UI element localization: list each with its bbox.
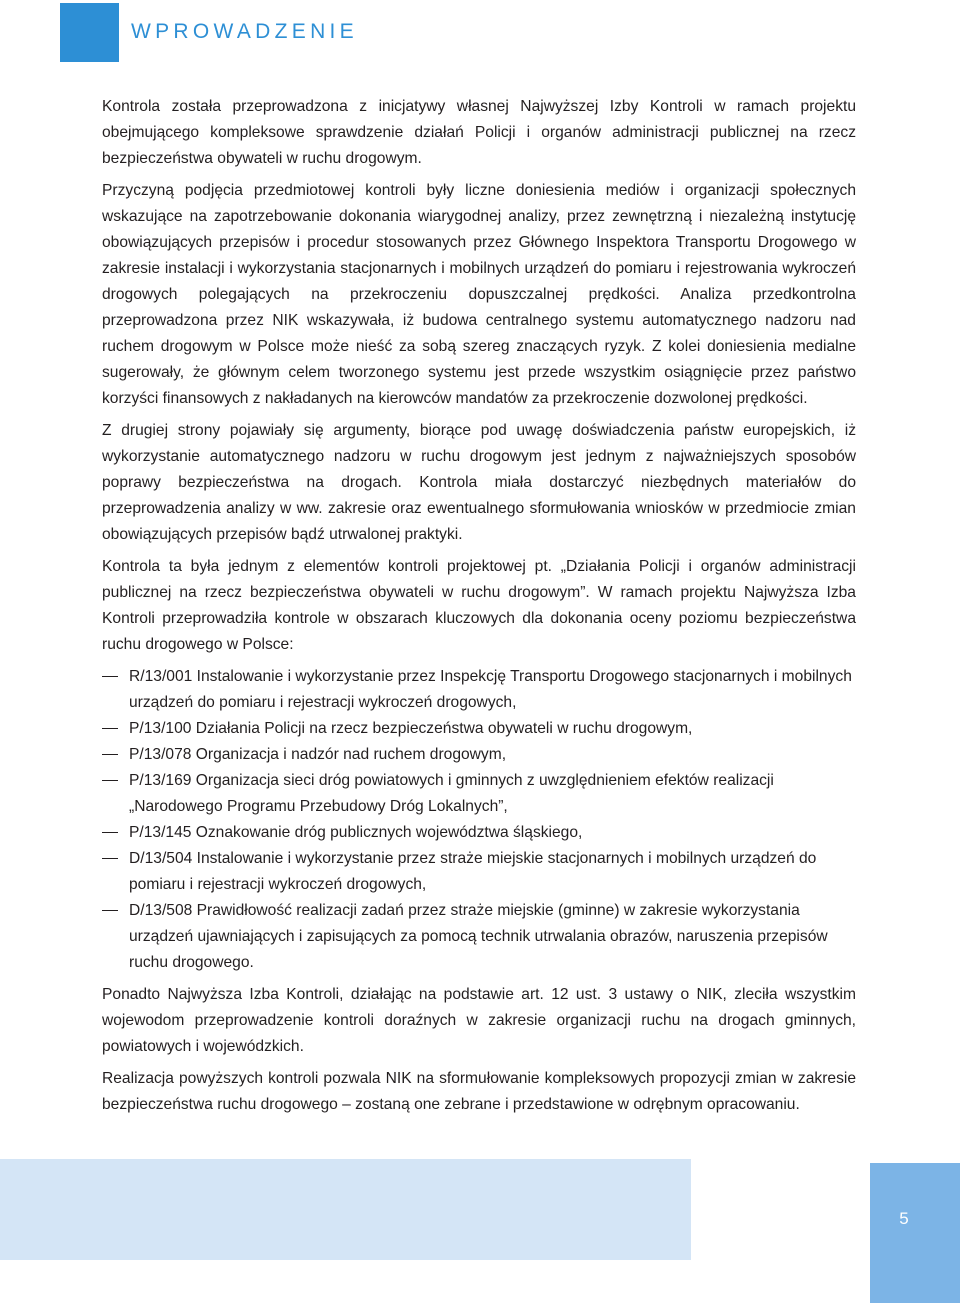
list-item-text: P/13/100 Działania Policji na rzecz bezpieczeństwa obywateli w ruchu drogowym, [129,720,693,737]
main-content [102,94,856,1124]
list-item [102,768,856,820]
list-item-text: P/13/169 Organizacja sieci dróg powiatowych i gminnych z uwzględnieniem efektów realizacji „Narodowego Programu Przebudowy Dróg Lokalnych”, [129,772,774,815]
list-item [102,898,856,976]
paragraph-project: Kontrola ta była jednym z elementów kontroli projektowej pt. „Działania Policji i organów administracji publicznej na rzecz bezpieczeństwa obywateli w ruchu drogowym”. W ramach projektu Najwyższa Izba Kontroli przeprowadziła kontrole w obszarach kluczowych dla dokonania oceny poziomu bezpieczeństwa ruchu drogowego w Polsce: [102,558,856,653]
dash-bullet [102,832,118,833]
list-item-text: P/13/078 Organizacja i nadzór nad ruchem drogowym, [129,746,507,763]
paragraph-intro: Kontrola została przeprowadzona z inicjatywy własnej Najwyższej Izby Kontroli w ramach projektu obejmującego kompleksowe sprawdzenie działań Policji i organów administracji publicznej na rzecz bezpieczeństwa obywateli w ruchu drogowym. [102,98,856,167]
list-item [102,716,856,742]
paragraph-additional-audits: Ponadto Najwyższa Izba Kontroli, działając na podstawie art. 12 ust. 3 ustawy o NIK, zleciła wszystkim wojewodom przeprowadzenie kontroli doraźnych w zakresie organizacji ruchu na drogach gminnych, powiatowych i wojewódzkich. [102,986,856,1055]
audit-list [102,664,856,976]
paragraph-reasons: Przyczyną podjęcia przedmiotowej kontroli były liczne doniesienia mediów i organizacji społecznych wskazujące na zapotrzebowanie dokonania wiarygodnej analizy, przez zewnętrzną i niezależną instytucję obowiązujących przepisów i procedur stosowanych przez Głównego Inspektora Transportu Drogowego w zakresie instalacji i wykorzystania stacjonarnych i mobilnych urządzeń do pomiaru i rejestrowania wykroczeń drogowych polegających na przekroczeniu dopuszczalnej prędkości. Analiza przedkontrolna przeprowadzona przez NIK wskazywała, iż budowa centralnego systemu automatycznego nadzoru nad ruchem drogowym w Polsce może nieść za sobą szereg znaczących ryzyk. Z kolei doniesienia medialne sugerowały, że głównym celem tworzonego systemu jest przede wszystkim osiągnięcie przez państwo korzyści finansowych z nakładanych na kierowców mandatów za przekroczenie dozwolonej prędkości. [102,182,856,407]
header-accent-block [60,3,119,62]
dash-bullet [102,676,118,677]
footer-band [0,1159,691,1260]
paragraph-arguments: Z drugiej strony pojawiały się argumenty, biorące pod uwagę doświadczenia państw europejskich, iż wykorzystanie automatycznego nadzoru w ruchu drogowym jest jednym z najważniejszych sposobów poprawy bezpieczeństwa na drogach. Kontrola miała dostarczyć niezbędnych materiałów do przeprowadzenia analizy w ww. zakresie oraz ewentualnego sformułowania wniosków w przedmiocie zmian obowiązujących przepisów bądź utrwalonej praktyki. [102,422,856,543]
page-number: 5 [899,1209,909,1228]
dash-bullet [102,910,118,911]
list-item-text: P/13/145 Oznakowanie dróg publicznych województwa śląskiego, [129,824,583,841]
dash-bullet [102,754,118,755]
list-item [102,820,856,846]
dash-bullet [102,858,118,859]
list-item-text: D/13/508 Prawidłowość realizacji zadań przez straże miejskie (gminne) w zakresie wykorzystania urządzeń ujawniających i zapisujących za pomocą technik utrwalania obrazów, naruszenia przepisów ruchu drogowego. [129,902,828,971]
paragraph-conclusion: Realizacja powyższych kontroli pozwala NIK na sformułowanie kompleksowych propozycji zmian w zakresie bezpieczeństwa ruchu drogowego – zostaną one zebrane i przedstawione w odrębnym opracowaniu. [102,1070,856,1113]
list-item [102,664,856,716]
dash-bullet [102,728,118,729]
list-item [102,846,856,898]
dash-bullet [102,780,118,781]
page-number-box [870,1163,960,1303]
list-item-text: D/13/504 Instalowanie i wykorzystanie przez straże miejskie stacjonarnych i mobilnych urządzeń do pomiaru i rejestracji wykroczeń drogowych, [129,850,817,893]
list-item [102,742,856,768]
section-title: WPROWADZENIE [131,20,358,43]
list-item-text: R/13/001 Instalowanie i wykorzystanie przez Inspekcję Transportu Drogowego stacjonarnych i mobilnych urządzeń do pomiaru i rejestracji wykroczeń drogowych, [129,668,852,711]
